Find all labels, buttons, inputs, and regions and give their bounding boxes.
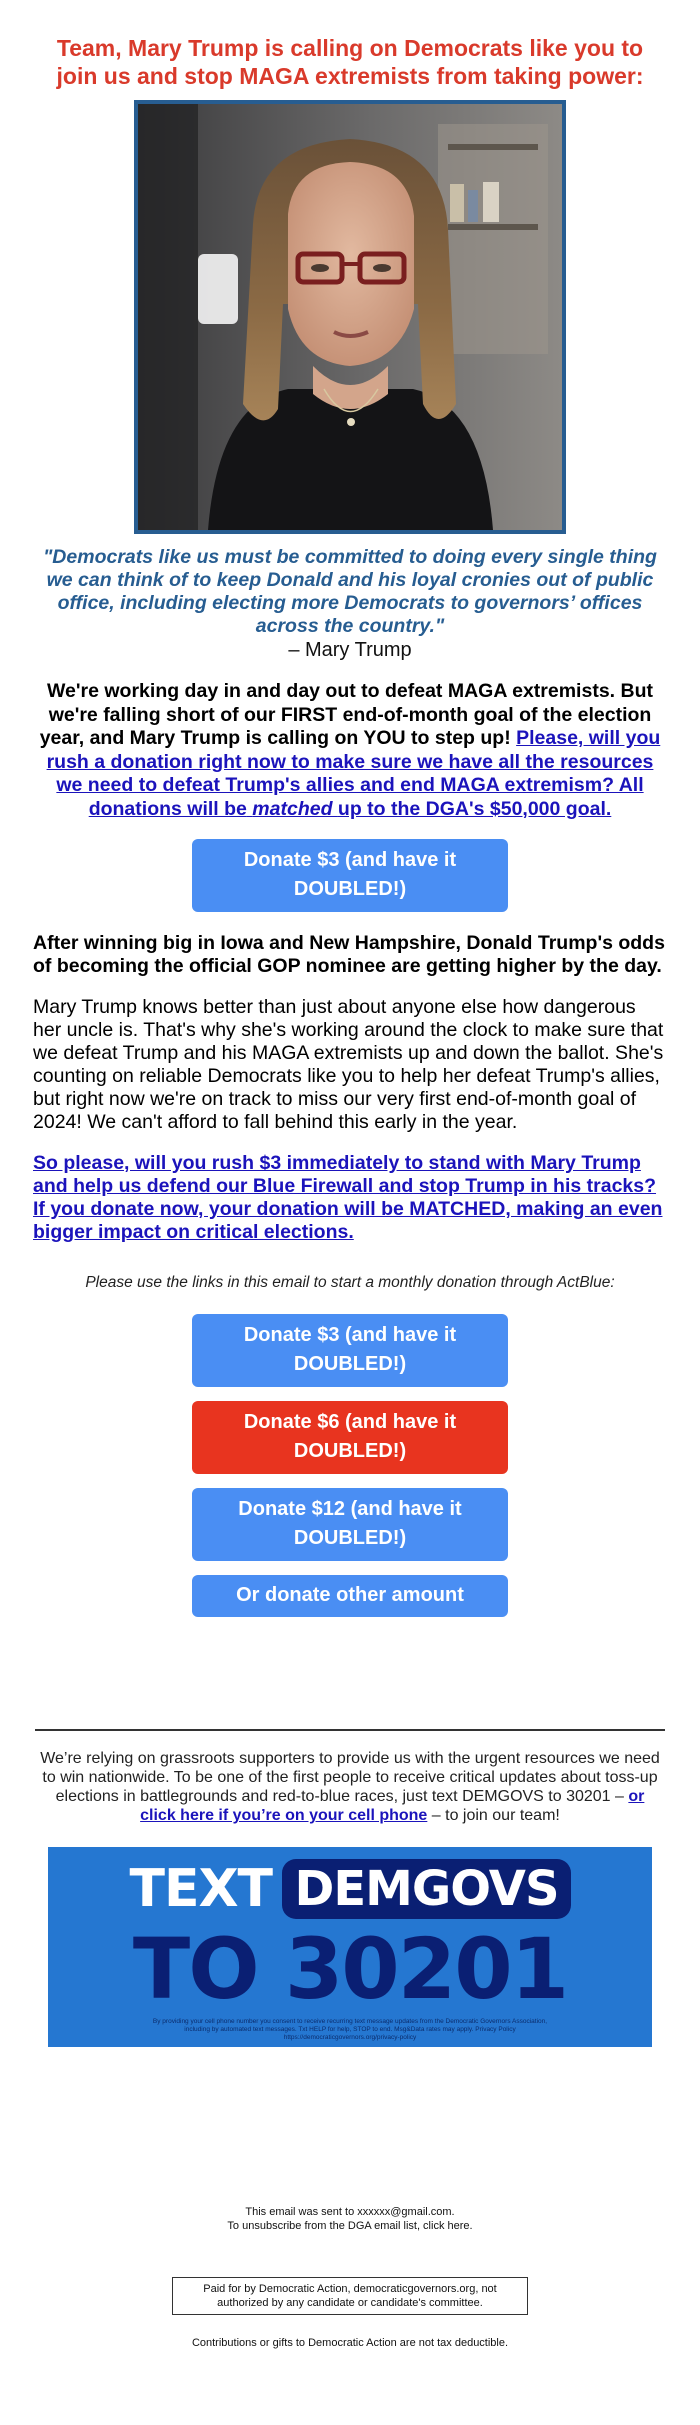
donate-12-button[interactable]: Donate $12 (and have it DOUBLED!) — [192, 1488, 508, 1561]
mary-trump-photo — [134, 100, 566, 534]
monthly-donation-note: Please use the links in this email to start a monthly donation through ActBlue: — [85, 1274, 615, 1291]
ask-donate-link[interactable]: So please, will you rush $3 immediately to stand with Mary Trump and help us defend our Blue Firewall and stop Trump in his tracks? If you donate now, your donation will be MATCHED, making an even bigger impact on critical elections. — [33, 1152, 663, 1243]
grassroots-text: We’re relying on grassroots supporters to provide us with the urgent resources we need to win nationwide. To be one of the first people to receive critical updates about toss-up elections in battlegrounds and red-to-blue races, just text DEMGOVS to 30201 – — [40, 1750, 660, 1805]
unsubscribe-link[interactable]: To unsubscribe from the DGA email list, click here. — [227, 2220, 473, 2232]
tax-deductible-note: Contributions or gifts to Democratic Action are not tax deductible. — [191, 2337, 509, 2349]
donate-other-amount-button[interactable]: Or donate other amount — [192, 1575, 508, 1617]
headline: Team, Mary Trump is calling on Democrats like you to join us and stop MAGA extremists from taking power: — [56, 35, 644, 89]
grassroots-paragraph — [40, 1749, 660, 1825]
banner-keyword-pill: DEMGOVS — [282, 1859, 570, 1919]
grassroots-suffix: – to join our team! — [431, 1807, 560, 1824]
body-paragraph: Mary Trump knows better than just about anyone else how dangerous her uncle is. That's why she's working around the clock to make sure that we defeat Trump and his MAGA extremists up and down the ballot. She's counting on reliable Democrats like you to help her defeat Trump's allies, but right now we're on track to miss our very first end-of-month goal of 2024! We can't afford to fall behind this early in the year. — [33, 996, 664, 1133]
donate-6-button[interactable]: Donate $6 (and have it DOUBLED!) — [192, 1401, 508, 1474]
cell-phone-signup-link[interactable]: or click here if you’re on your cell phone — [140, 1788, 645, 1824]
banner-line-text — [48, 1859, 652, 1919]
donate-3-button-top[interactable]: Donate $3 (and have it DOUBLED!) — [192, 839, 508, 912]
banner-text-word: TEXT — [129, 1859, 273, 1919]
paid-for-disclaimer: Paid for by Democratic Action, democraticgovernors.org, not authorized by any candidate or candidate's committee. — [172, 2277, 528, 2315]
footer-unsubscribe[interactable] — [0, 2219, 700, 2233]
intro-bold-text: We're working day in and day out to defeat MAGA extremists. But we're falling short of our FIRST end-of-month goal of the election year, and Mary Trump is calling on YOU to step up! — [39, 680, 653, 749]
banner-short-code: TO 30201 — [132, 1920, 568, 2018]
text-demgovs-banner[interactable] — [48, 1847, 652, 2047]
email-body — [0, 34, 700, 2425]
quote-attribution: – Mary Trump — [288, 639, 412, 661]
intro-link-matched[interactable]: matched — [252, 797, 333, 820]
portrait-image — [138, 104, 562, 530]
intro-link-text-1[interactable]: Please, will you rush a donation right now to make sure we have all the resources we need to defeat Trump's allies and end MAGA extremism? All donations will be — [46, 727, 661, 820]
ask-paragraph — [33, 1152, 667, 1244]
mary-trump-quote: "Democrats like us must be committed to doing every single thing we can think of to keep Donald and his loyal cronies out of public office, including electing more Democrats to governors’ offices across the country." — [43, 546, 657, 637]
iowa-heading: After winning big in Iowa and New Hampshire, Donald Trump's odds of becoming the official GOP nominee are getting higher by the day. — [33, 932, 665, 977]
banner-fine-print: By providing your cell phone number you consent to receive recurring text message updates from the Democratic Governors Association, including by automated text messages. Txt HELP for help, STOP to end. Msg&Data rates may apply. Privacy Policy https://democraticgovernors.org/privacy-policy — [152, 2018, 548, 2041]
intro-link-text-2[interactable]: up to the DGA's $50,000 goal. — [337, 797, 612, 820]
footer-sent-to: This email was sent to xxxxxx@gmail.com. — [245, 2206, 455, 2218]
intro-paragraph — [36, 680, 664, 821]
donate-3-button[interactable]: Donate $3 (and have it DOUBLED!) — [192, 1314, 508, 1387]
